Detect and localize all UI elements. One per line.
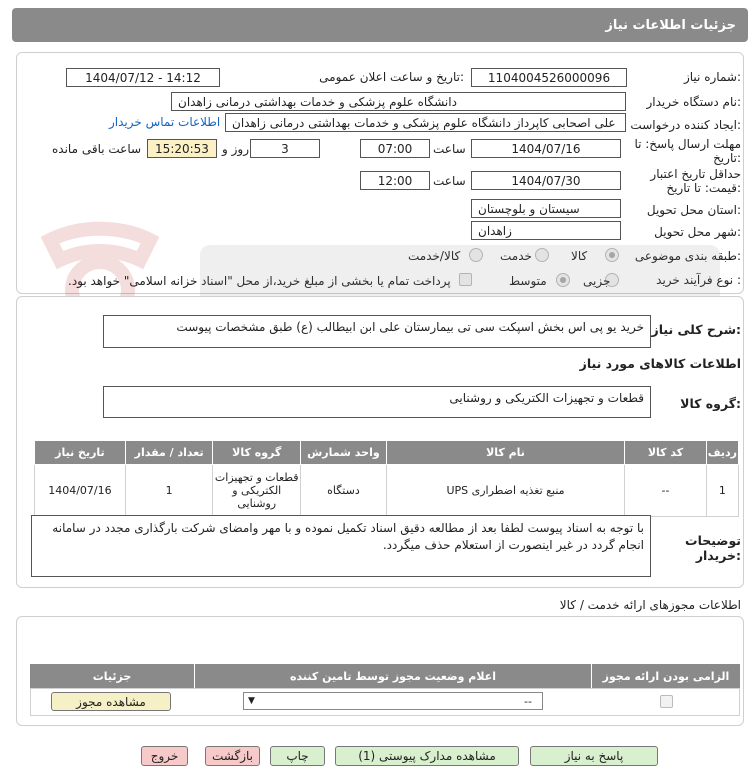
deadline-time-field: 07:00 xyxy=(360,139,430,158)
page-header xyxy=(12,8,748,42)
reply-button[interactable]: پاسخ به نیاز xyxy=(530,746,658,766)
treasury-note: پرداخت تمام یا بخشی از مبلغ خرید،از محل "اسناد خزانه اسلامی" خواهد بود. xyxy=(68,274,451,288)
buyer-notes-label-2: خریدار: xyxy=(695,548,741,563)
summary-label: شرح کلی نیاز: xyxy=(651,322,741,337)
permit-status-value: -- xyxy=(524,694,532,708)
col-date: تاریخ نیاز xyxy=(35,441,126,465)
deadline-label-date: تاریخ: xyxy=(713,151,741,165)
view-attachments-button[interactable]: مشاهده مدارک پیوستی (1) xyxy=(335,746,519,766)
category-label: طبقه بندی موضوعی: xyxy=(634,249,741,263)
validity-time-field: 12:00 xyxy=(360,171,430,190)
goods-table-header xyxy=(35,441,739,465)
goods-group-label: گروه کالا: xyxy=(680,396,741,411)
permits-table-header xyxy=(30,664,740,688)
page-title: جزئیات اطلاعات نیاز xyxy=(605,17,736,33)
print-button[interactable]: چاپ xyxy=(270,746,325,766)
permit-col-required: الزامی بودن ارائه مجوز xyxy=(602,669,730,683)
buyer-org-label: نام دستگاه خریدار: xyxy=(646,95,741,109)
col-qty: تعداد / مقدار xyxy=(125,441,213,465)
validity-label-date: قیمت: تا تاریخ: xyxy=(666,181,741,195)
goods-info-title: اطلاعات کالاهای مورد نیاز xyxy=(579,356,741,371)
permit-col-status: اعلام وضعیت مجوز توسط تامین کننده xyxy=(194,664,592,688)
cell-qty: 1 xyxy=(125,465,213,517)
city-label: شهر محل تحویل: xyxy=(654,225,741,239)
permit-col-details: جزئیات xyxy=(92,669,132,683)
buyer-notes-textarea[interactable]: با توجه به اسناد پیوست لطفا بعد از مطالعه دقیق اسناد تکمیل نموده و با مهر وامضای شرکت بارگذاری مجدد در سامانه انجام گردد در غیر اینصورت از استعلام حذف میگردد. xyxy=(31,515,651,577)
process-medium-label: متوسط xyxy=(509,274,547,288)
exit-button[interactable]: خروج xyxy=(141,746,188,766)
col-group: گروه کالا xyxy=(213,441,301,465)
cell-date: 1404/07/16 xyxy=(35,465,126,517)
permit-required-checkbox xyxy=(660,695,673,708)
deadline-label: مهلت ارسال پاسخ: تا xyxy=(634,137,741,151)
remaining-time-field: 15:20:53 xyxy=(147,139,217,158)
cell-row: 1 xyxy=(706,465,738,517)
col-row: ردیف xyxy=(706,441,738,465)
col-name: نام کالا xyxy=(386,441,625,465)
summary-textarea[interactable]: خرید یو پی اس بخش اسپکت سی تی بیمارستان علی ابن ابیطالب (ع) طبق مشخصات پیوست xyxy=(103,315,651,348)
announce-label: تاریخ و ساعت اعلان عمومی: xyxy=(319,70,464,84)
creator-field: علی اصحابی کاپرداز دانشگاه علوم پزشکی و خدمات بهداشتی درمانی زاهدان xyxy=(225,113,626,132)
need-number-field: 1104004526000096 xyxy=(471,68,627,87)
cell-unit: دستگاه xyxy=(301,465,387,517)
chevron-down-icon: ▼ xyxy=(248,696,255,706)
deadline-time-label: ساعت xyxy=(433,142,466,156)
back-button[interactable]: بازگشت xyxy=(205,746,260,766)
province-label: استان محل تحویل: xyxy=(646,203,741,217)
process-label: نوع فرآیند خرید : xyxy=(656,273,741,287)
treasury-checkbox[interactable] xyxy=(459,273,472,286)
days-field: 3 xyxy=(250,139,320,158)
validity-time-label: ساعت xyxy=(433,174,466,188)
cell-code: -- xyxy=(625,465,707,517)
process-partial-label: جزیی xyxy=(583,274,611,288)
buyer-org-field: دانشگاه علوم پزشکی و خدمات بهداشتی درمانی زاهدان xyxy=(171,92,626,111)
category-goods-label: کالا xyxy=(571,249,588,263)
category-goods-radio[interactable] xyxy=(605,248,619,262)
announce-field: 1404/07/12 - 14:12 xyxy=(66,68,220,87)
category-service-label: خدمت xyxy=(500,249,532,263)
deadline-date-field: 1404/07/16 xyxy=(471,139,621,158)
validity-label: حداقل تاریخ اعتبار xyxy=(650,167,741,181)
category-goods-service-label: کالا/خدمت xyxy=(408,249,461,263)
permits-title: اطلاعات مجوزهای ارائه خدمت / کالا xyxy=(559,598,741,612)
validity-date-field: 1404/07/30 xyxy=(471,171,621,190)
col-unit: واحد شمارش xyxy=(301,441,387,465)
buyer-notes-label: توضیحات xyxy=(685,533,741,548)
table-row xyxy=(35,465,739,517)
col-code: کد کالا xyxy=(625,441,707,465)
goods-table xyxy=(34,440,739,517)
category-goods-service-radio[interactable] xyxy=(469,248,483,262)
need-number-label: شماره نیاز: xyxy=(683,70,741,84)
city-field: زاهدان xyxy=(471,221,621,240)
days-label: روز و xyxy=(222,142,249,156)
permit-status-select[interactable] xyxy=(243,692,543,710)
buyer-contact-link[interactable]: اطلاعات تماس خریدار xyxy=(109,115,221,129)
remaining-label: ساعت باقی مانده xyxy=(52,142,142,156)
creator-label: ایجاد کننده درخواست: xyxy=(630,118,741,132)
province-field: سیستان و بلوچستان xyxy=(471,199,621,218)
process-medium-radio[interactable] xyxy=(556,273,570,287)
goods-group-textarea[interactable]: قطعات و تجهیزات الکتریکی و روشنایی xyxy=(103,386,651,418)
view-permit-button[interactable]: مشاهده مجوز xyxy=(51,692,171,711)
cell-name: منبع تغذیه اضطراری UPS xyxy=(386,465,625,517)
cell-group: قطعات و تجهیزات الکتریکی و روشنایی xyxy=(213,465,301,517)
category-service-radio[interactable] xyxy=(535,248,549,262)
